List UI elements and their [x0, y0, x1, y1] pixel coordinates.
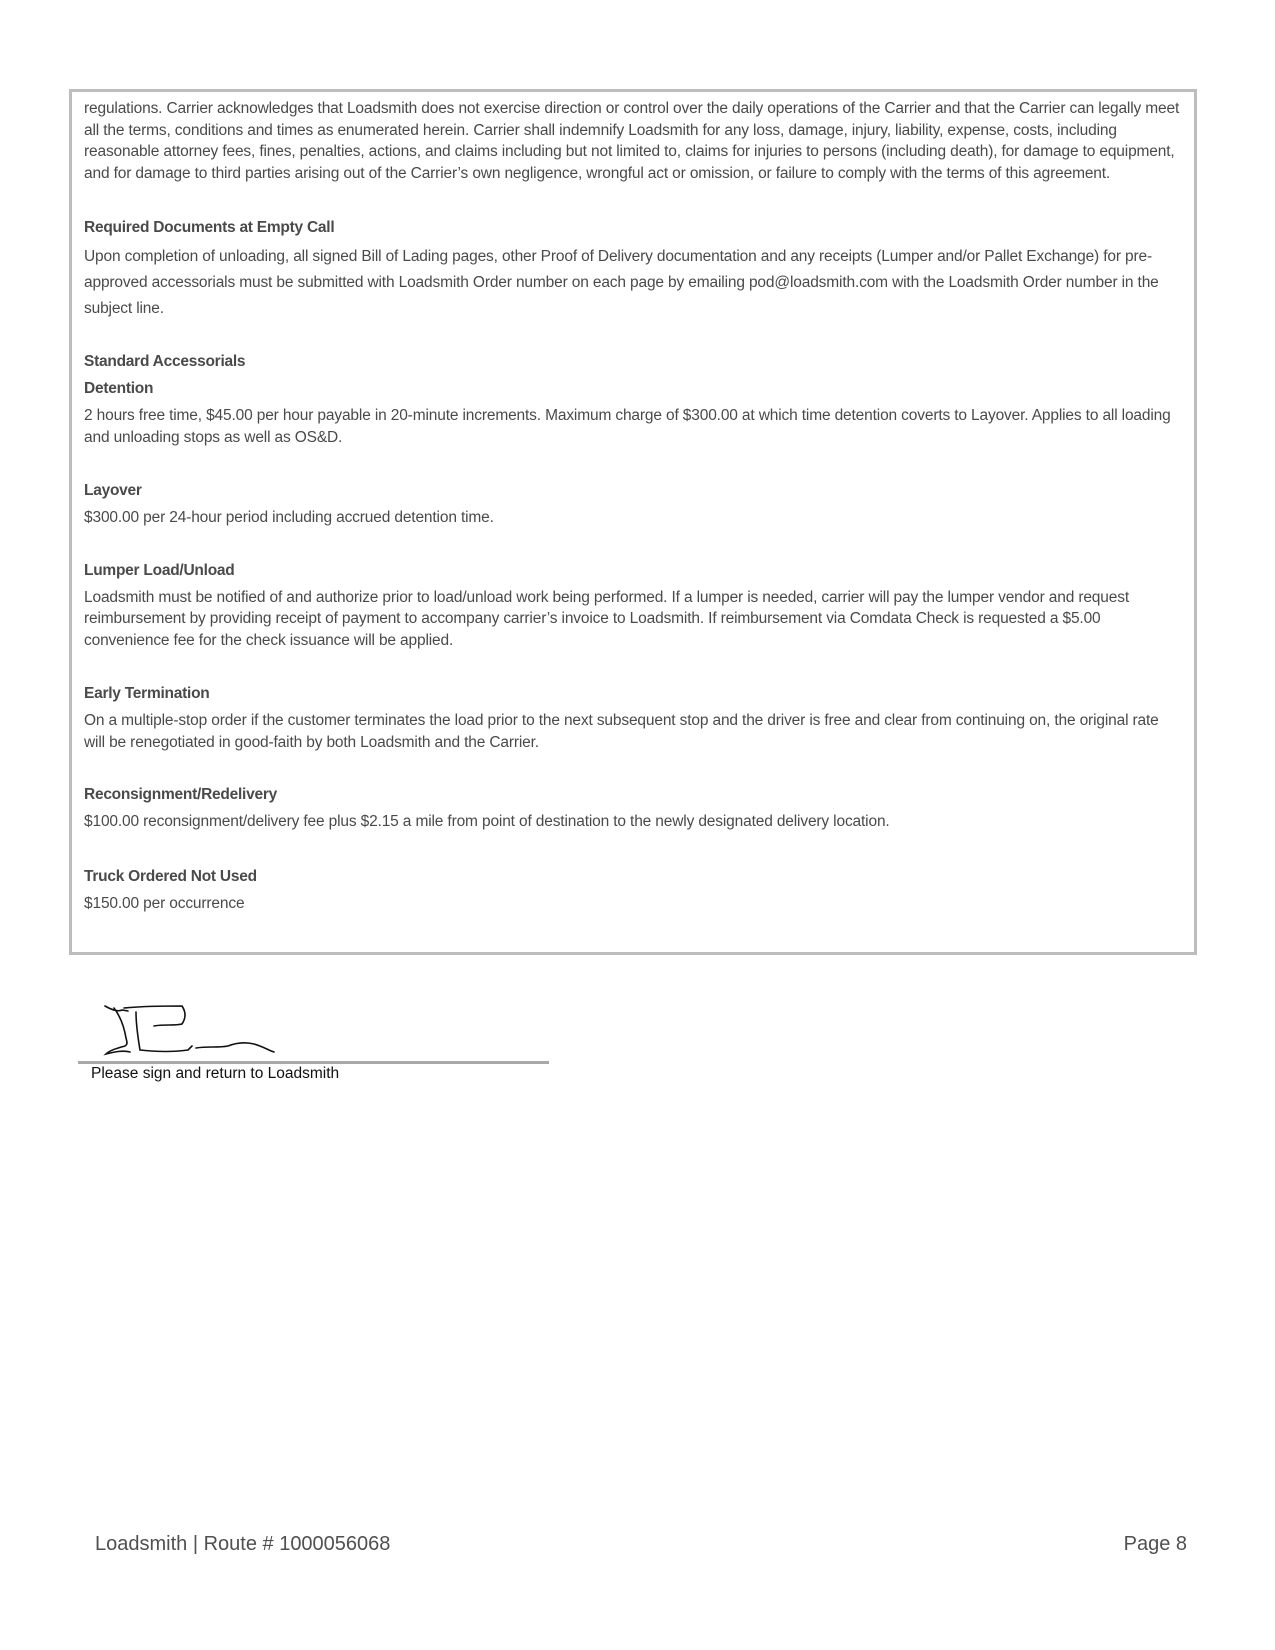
early-termination-heading: Early Termination [84, 685, 210, 702]
early-termination-body: On a multiple-stop order if the customer terminates the load prior to the next subsequent stop and the driver is free and clear from continuing on, the original rate will be renegotiated in good-faith by both Loadsmith and the Carrier. [84, 712, 1159, 751]
required-documents-heading: Required Documents at Empty Call [84, 219, 335, 236]
lumper-section [84, 560, 1182, 652]
required-documents-body: Upon completion of unloading, all signed Bill of Lading pages, other Proof of Delivery documentation and any receipts (Lumper and/or Pallet Exchange) for pre-approved accessorials must be submitted with Loadsmith Order number on each page by emailing pod@loadsmith.com with the Loadsmith Order number in the subject line. [84, 248, 1159, 317]
layover-heading: Layover [84, 482, 142, 499]
standard-accessorials-section [84, 351, 1182, 448]
reconsignment-section [84, 784, 1182, 833]
lumper-heading: Lumper Load/Unload [84, 561, 235, 579]
signature-label: Please sign and return to Loadsmith [91, 1065, 340, 1082]
footer-route: Loadsmith | Route # 1000056068 [95, 1533, 391, 1555]
truck-not-used-section [84, 866, 1182, 915]
required-documents-section [84, 217, 1182, 322]
reconsignment-heading: Reconsignment/Redelivery [84, 786, 277, 803]
detention-heading: Detention [84, 380, 154, 397]
layover-section [84, 480, 1182, 529]
lumper-body: Loadsmith must be notified of and authorize prior to load/unload work being performed. If a lumper is needed, carrier will pay the lumper vendor and request reimbursement by providing receipt of payment to accompany carrier’s invoice to Loadsmith. If reimbursement via Comdata Check is requested a $5.00 convenience fee for the check issuance will be applied. [84, 588, 1129, 649]
layover-body: $300.00 per 24-hour period including accrued detention time. [84, 509, 494, 526]
early-termination-section [84, 683, 1182, 753]
standard-accessorials-heading: Standard Accessorials [84, 353, 246, 370]
detention-body: 2 hours free time, $45.00 per hour payable in 20-minute increments. Maximum charge of $300.00 at which time detention coverts to Layover. Applies to all loading and unloading stops as well as OS&D. [84, 407, 1171, 446]
signature-area [78, 998, 548, 1088]
handwritten-signature [78, 998, 378, 1062]
signature-line [78, 1061, 549, 1064]
footer-page-number: Page 8 [1123, 1533, 1187, 1555]
truck-not-used-body: $150.00 per occurrence [84, 894, 245, 912]
reconsignment-body: $100.00 reconsignment/delivery fee plus $2.15 a mile from point of destination to the newly designated delivery location. [84, 813, 890, 830]
truck-not-used-heading: Truck Ordered Not Used [84, 867, 257, 885]
intro-paragraph: regulations. Carrier acknowledges that Loadsmith does not exercise direction or control over the daily operations of the Carrier and that the Carrier can legally meet all the terms, conditions and times as enumerated herein. Carrier shall indemnify Loadsmith for any loss, damage, injury, liability, expense, costs, including reasonable attorney fees, fines, penalties, actions, and claims including but not limited to, claims for injuries to persons (including death), for damage to equipment, and for damage to third parties arising out of the Carrier’s own negligence, wrongful act or omission, or failure to comply with the terms of this agreement. [84, 100, 1180, 182]
terms-box [69, 89, 1197, 955]
